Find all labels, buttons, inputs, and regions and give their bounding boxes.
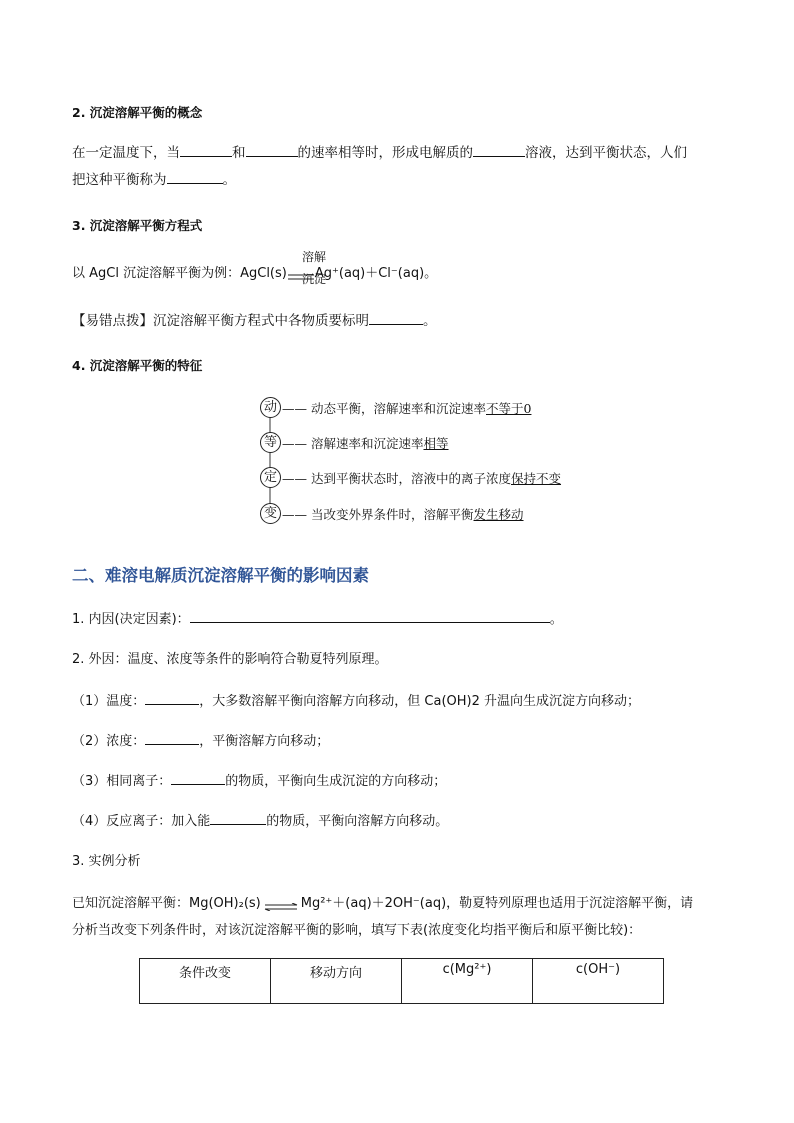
feature-3-emphasis: 保持不变 bbox=[511, 471, 562, 486]
feature-4-text: 当改变外界条件时，溶解平衡 bbox=[310, 507, 474, 522]
feature-2-emphasis: 相等 bbox=[423, 436, 449, 451]
text: 。 bbox=[222, 172, 236, 188]
item-1 bbox=[72, 608, 563, 627]
blank-9[interactable] bbox=[171, 770, 225, 785]
blank-2[interactable] bbox=[246, 142, 298, 157]
text: （1）温度： bbox=[72, 694, 146, 709]
tip-line bbox=[72, 309, 437, 329]
blank-7[interactable] bbox=[145, 690, 199, 705]
text: ，平衡溶解方向移动； bbox=[199, 734, 330, 749]
text: 。 bbox=[423, 313, 437, 329]
feature-4: —— 当改变外界条件时，溶解平衡发生移动 bbox=[282, 507, 524, 522]
equilibrium-arrow-icon bbox=[264, 900, 298, 908]
part-2-title: 二、难溶电解质沉淀溶解平衡的影响因素 bbox=[72, 566, 369, 585]
equation-suffix: Ag⁺(aq)＋Cl⁻(aq)。 bbox=[314, 266, 438, 281]
text: （3）相同离子： bbox=[72, 774, 172, 789]
blank-5[interactable] bbox=[369, 310, 423, 325]
feature-4-emphasis: 发生移动 bbox=[473, 507, 524, 522]
sub-item-1 bbox=[72, 690, 640, 709]
sub-item-4 bbox=[72, 810, 448, 829]
blank-10[interactable] bbox=[210, 810, 266, 825]
feature-1-circle: 动 bbox=[260, 397, 281, 418]
item-2: 2. 外因：温度、浓度等条件的影响符合勒夏特列原理。 bbox=[72, 652, 388, 667]
equation-prefix: 以 AgCl 沉淀溶解平衡为例：AgCl(s) bbox=[72, 266, 287, 281]
arrow-label-bottom: 沉淀 bbox=[302, 272, 327, 286]
analysis-table bbox=[139, 958, 664, 1004]
table-header-cell: c(OH⁻) bbox=[533, 959, 664, 1004]
feature-2-circle: 等 bbox=[260, 432, 281, 453]
sub-item-3 bbox=[72, 770, 446, 789]
text: （4）反应离子：加入能 bbox=[72, 814, 211, 829]
text: （2）浓度： bbox=[72, 734, 146, 749]
table-header-cell: 移动方向 bbox=[271, 959, 402, 1004]
table-header-cell: 条件改变 bbox=[140, 959, 271, 1004]
text: 溶液，达到平衡状态，人们 bbox=[525, 145, 687, 161]
blank-6[interactable] bbox=[190, 608, 550, 623]
blank-1[interactable] bbox=[180, 142, 232, 157]
item-3: 3. 实例分析 bbox=[72, 854, 141, 869]
section-2-heading: 2. 沉淀溶解平衡的概念 bbox=[72, 105, 203, 120]
sub-item-2 bbox=[72, 730, 329, 749]
text: 。 bbox=[549, 612, 563, 627]
text: 和 bbox=[232, 145, 246, 161]
tip-label: 【易错点拨】 bbox=[72, 313, 153, 329]
text: 的速率相等时，形成电解质的 bbox=[297, 145, 473, 161]
feature-1: —— 动态平衡，溶解速率和沉淀速率不等于0 bbox=[282, 401, 532, 416]
text: 已知沉淀溶解平衡：Mg(OH)₂(s) bbox=[72, 896, 261, 911]
text: Mg²⁺＋(aq)＋2OH⁻(aq)，勒夏特列原理也适用于沉淀溶解平衡，请 bbox=[300, 896, 694, 911]
text: 把这种平衡称为 bbox=[72, 172, 167, 188]
table-header-row bbox=[140, 959, 664, 1004]
section-2-line-2 bbox=[72, 168, 236, 188]
section-2-line-1 bbox=[72, 141, 687, 161]
example-line-2: 分析当改变下列条件时，对该沉淀溶解平衡的影响，填写下表(浓度变化均指平衡后和原平衡比较)： bbox=[72, 923, 642, 938]
blank-3[interactable] bbox=[473, 142, 525, 157]
section-3-heading: 3. 沉淀溶解平衡方程式 bbox=[72, 218, 203, 233]
feature-2-text: 溶解速率和沉淀速率 bbox=[310, 436, 424, 451]
text: 的物质，平衡向溶解方向移动。 bbox=[266, 814, 449, 829]
table-header-cell: c(Mg²⁺) bbox=[402, 959, 533, 1004]
tip-text: 沉淀溶解平衡方程式中各物质要标明 bbox=[153, 313, 369, 329]
feature-3-text: 达到平衡状态时，溶液中的离子浓度 bbox=[310, 471, 511, 486]
feature-1-emphasis: 不等于0 bbox=[486, 401, 532, 416]
feature-2: —— 溶解速率和沉淀速率相等 bbox=[282, 436, 449, 451]
feature-3: —— 达到平衡状态时，溶液中的离子浓度保持不变 bbox=[282, 471, 562, 486]
section-4-heading: 4. 沉淀溶解平衡的特征 bbox=[72, 358, 203, 373]
blank-4[interactable] bbox=[167, 169, 223, 184]
text: ，大多数溶解平衡向溶解方向移动，但 Ca(OH)2 升温向生成沉淀方向移动； bbox=[199, 694, 641, 709]
text: 的物质，平衡向生成沉淀的方向移动； bbox=[225, 774, 447, 789]
example-line-1 bbox=[72, 892, 693, 911]
arrow-label-top: 溶解 bbox=[302, 250, 327, 264]
blank-8[interactable] bbox=[145, 730, 199, 745]
feature-1-text: 动态平衡，溶解速率和沉淀速率 bbox=[310, 401, 486, 416]
feature-3-circle: 定 bbox=[260, 467, 281, 488]
text: 在一定温度下，当 bbox=[72, 145, 180, 161]
item-1-label: 1. 内因(决定因素)： bbox=[72, 612, 190, 627]
feature-4-circle: 变 bbox=[260, 503, 281, 524]
equation-line bbox=[72, 262, 437, 281]
